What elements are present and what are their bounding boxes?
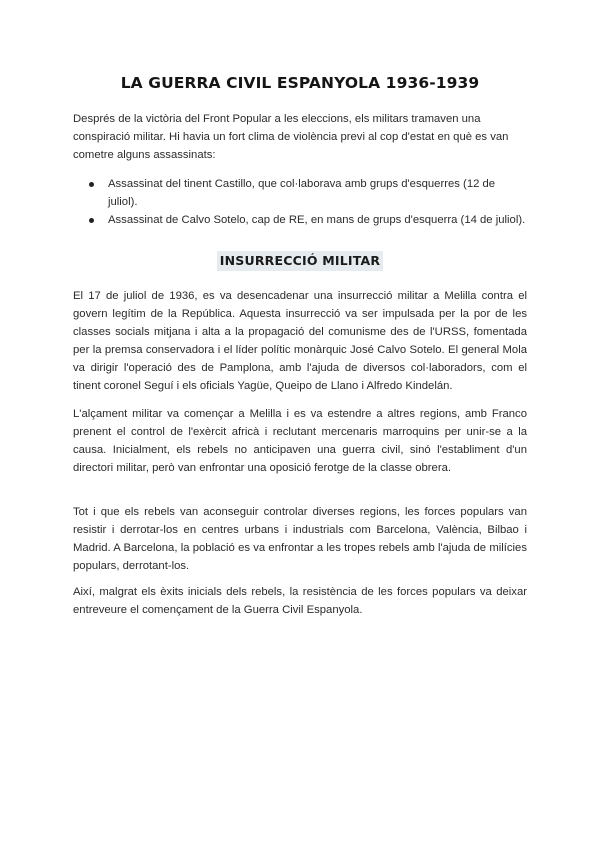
list-item-text: Assassinat del tinent Castillo, que col·laborava amb grups d'esquerres (12 de juliol). [108,178,496,208]
document-title: LA GUERRA CIVIL ESPANYOLA 1936-1939 [120,74,480,92]
body-paragraph-3: Tot i que els rebels van aconseguir controlar diverses regions, les forces populars van resistir i derrotar-los en centres urbans i industrials com Barcelona, València, Bilbao i Madrid. A Barcelona, la població es va enfrontar a les tropes rebels amb l'ajuda de milícies populars, derrotant-los. [73,506,527,572]
list-item [73,211,527,229]
list-item [73,175,527,211]
section-heading-container [73,251,527,271]
bullet-icon [89,218,94,223]
body-paragraph-4: Així, malgrat els èxits inicials dels rebels, la resistència de les forces populars va deixar entreveure el començament de la Guerra Civil Espanyola. [73,586,527,616]
intro-paragraph: Després de la victòria del Front Popular a les eleccions, els militars tramaven una conspiració militar. Hi havia un fort clima de violència previ al cop d'estat en què es van cometre alguns assassinats: [73,113,509,161]
list-item-text: Assassinat de Calvo Sotelo, cap de RE, en mans de grups d'esquerra (14 de juliol). [108,214,526,226]
body-paragraph-1: El 17 de juliol de 1936, es va desencadenar una insurrecció militar a Melilla contra el govern legítim de la República. Aquesta insurrecció va ser impulsada per la por de les classes socials mitjana i alta a la propagació del comunisme des de l'URSS, fomentada per la premsa conservadora i el líder polític monàrquic José Calvo Sotelo. El general Mola va dirigir l'operació des de Pamplona, amb l'ajuda de diversos col·laboradors, com el tinent coronel Seguí i els oficials Yagüe, Queipo de Llano i Alfredo Kindelán. [73,290,527,392]
body-paragraph-2: L'alçament militar va començar a Melilla i es va estendre a altres regions, amb Franco prenent el control de l'exèrcit africà i reclutant mercenaris marroquins per unir-se a la causa. Inicialment, els rebels no anticipaven una guerra civil, sinó l'establiment d'un directori militar, però van enfrontar una oposició ferotge de la classe obrera. [73,408,527,474]
section-heading: INSURRECCIÓ MILITAR [217,251,383,271]
assassinations-list [73,175,527,229]
bullet-icon [89,182,94,187]
